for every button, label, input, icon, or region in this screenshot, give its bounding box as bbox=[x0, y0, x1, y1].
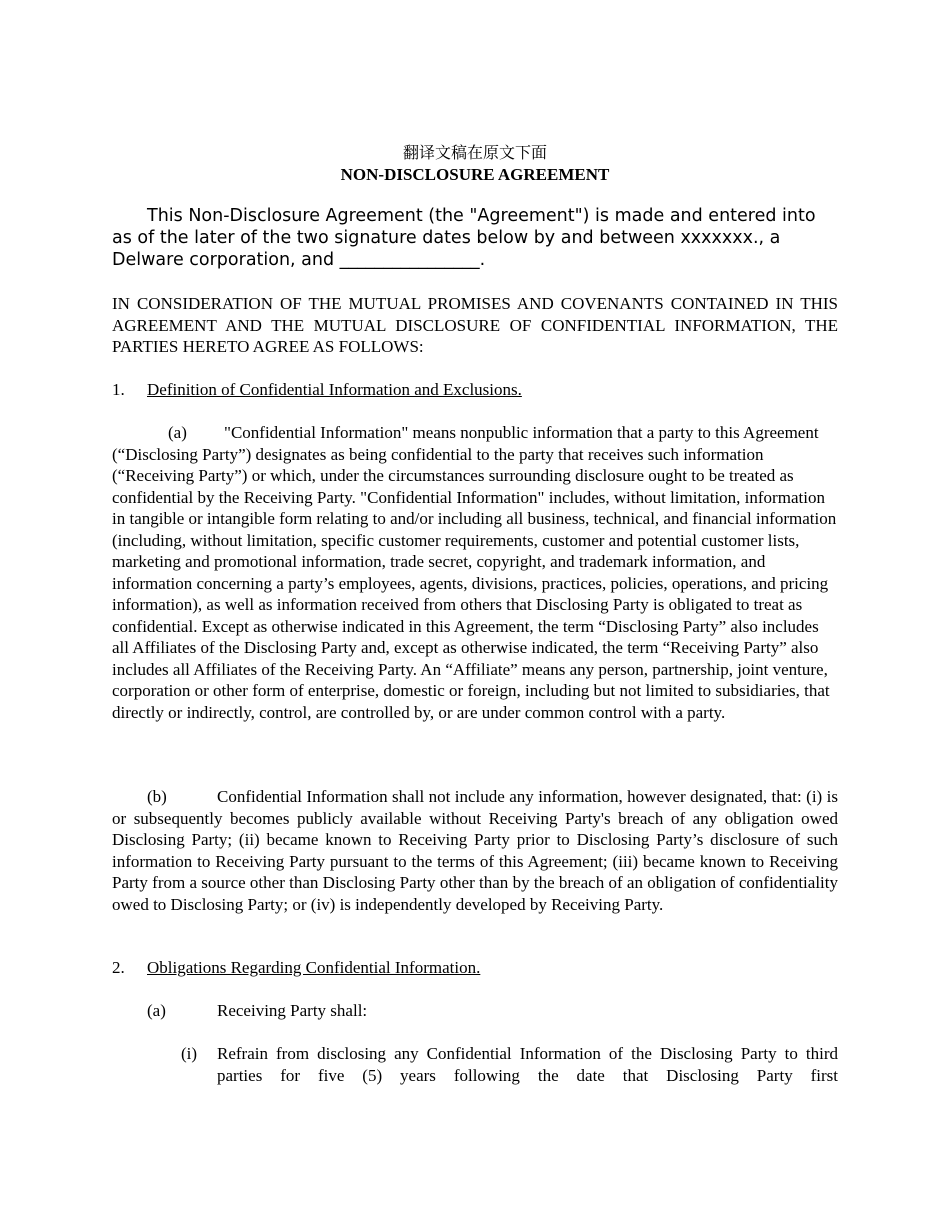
section-2-para-a bbox=[147, 1000, 838, 1022]
intro-paragraph bbox=[112, 205, 838, 271]
section-1-para-b bbox=[112, 786, 838, 915]
section-1-title: Definition of Confidential Information and Exclusions. bbox=[147, 380, 522, 399]
consideration-paragraph: IN CONSIDERATION OF THE MUTUAL PROMISES AND COVENANTS CONTAINED IN THIS AGREEMENT AND THE MUTUAL DISCLOSURE OF CONFIDENTIAL INFORMATION, THE PARTIES HERETO AGREE AS FOLLOWS: bbox=[112, 294, 838, 356]
section-2-heading bbox=[112, 957, 838, 979]
section-2-para-a-label: (a) bbox=[147, 1001, 166, 1020]
section-2-number: 2. bbox=[112, 958, 125, 977]
section-2-para-a-text: Receiving Party shall: bbox=[217, 1001, 368, 1020]
section-1-number: 1. bbox=[112, 380, 125, 399]
section-2-item-i-label: (i) bbox=[181, 1044, 198, 1063]
section-2-item-i-text: Refrain from disclosing any Confidential Information of the Disclosing Party to third parties for five (5) years following the date that Disclosing Party first bbox=[217, 1044, 838, 1085]
section-1-para-b-text: Confidential Information shall not include any information, however designated, that: (i) is or subsequently becomes publicly available without Receiving Party's breach of any obligation owed Disclosing Party; (ii) became known to Receiving Party prior to Disclosing Party’s disclosure of such information to Receiving Party pursuant to the terms of this Agreement; (iii) became known to Receiving Party from a source other than Disclosing Party other than by the breach of an obligation of confidentiality owed to Disclosing Party; or (iv) is independently developed by Receiving Party. bbox=[112, 787, 838, 914]
section-2-item-i bbox=[181, 1043, 838, 1086]
chinese-title: 翻译文稿在原文下面 bbox=[402, 143, 547, 162]
section-1-para-a bbox=[112, 422, 838, 723]
section-1-para-b-label: (b) bbox=[147, 787, 167, 806]
section-2-title: Obligations Regarding Confidential Information. bbox=[147, 958, 481, 977]
section-1-heading bbox=[112, 379, 838, 401]
section-1-para-a-label: (a) bbox=[168, 423, 187, 442]
section-1-para-a-text: "Confidential Information" means nonpublic information that a party to this Agreement (“Disclosing Party”) designates as being confidential to the party that receives such information (“Receiving Party”) or which, under the circumstances surrounding disclosure ought to be treated as confidential by the Receiving Party. "Confidential Information" includes, without limitation, information in tangible or intangible form relating to and/or including all business, technical, and financial information (including, without limitation, specific customer requirements, customer and potential customer lists, marketing and promotional information, trade secret, copyright, and trademark information, and information concerning a party’s employees, agents, divisions, practices, policies, operations, and pricing information), as well as information received from others that Disclosing Party is obligated to treat as confidential. Except as otherwise indicated in this Agreement, the term “Disclosing Party” also includes all Affiliates of the Disclosing Party and, except as otherwise indicated, the term “Receiving Party” also includes all Affiliates of the Receiving Party. An “Affiliate” means any person, partnership, joint venture, corporation or other form of enterprise, domestic or foreign, including but not limited to subsidiaries, that directly or indirectly, control, are controlled by, or are under common control with a party. bbox=[112, 423, 837, 722]
intro-text: This Non-Disclosure Agreement (the "Agreement") is made and entered into as of the later of the two signature dates below by and between xxxxxxx., a Delware corporation, and ________________. bbox=[112, 206, 816, 270]
page-title: NON-DISCLOSURE AGREEMENT bbox=[340, 165, 610, 184]
